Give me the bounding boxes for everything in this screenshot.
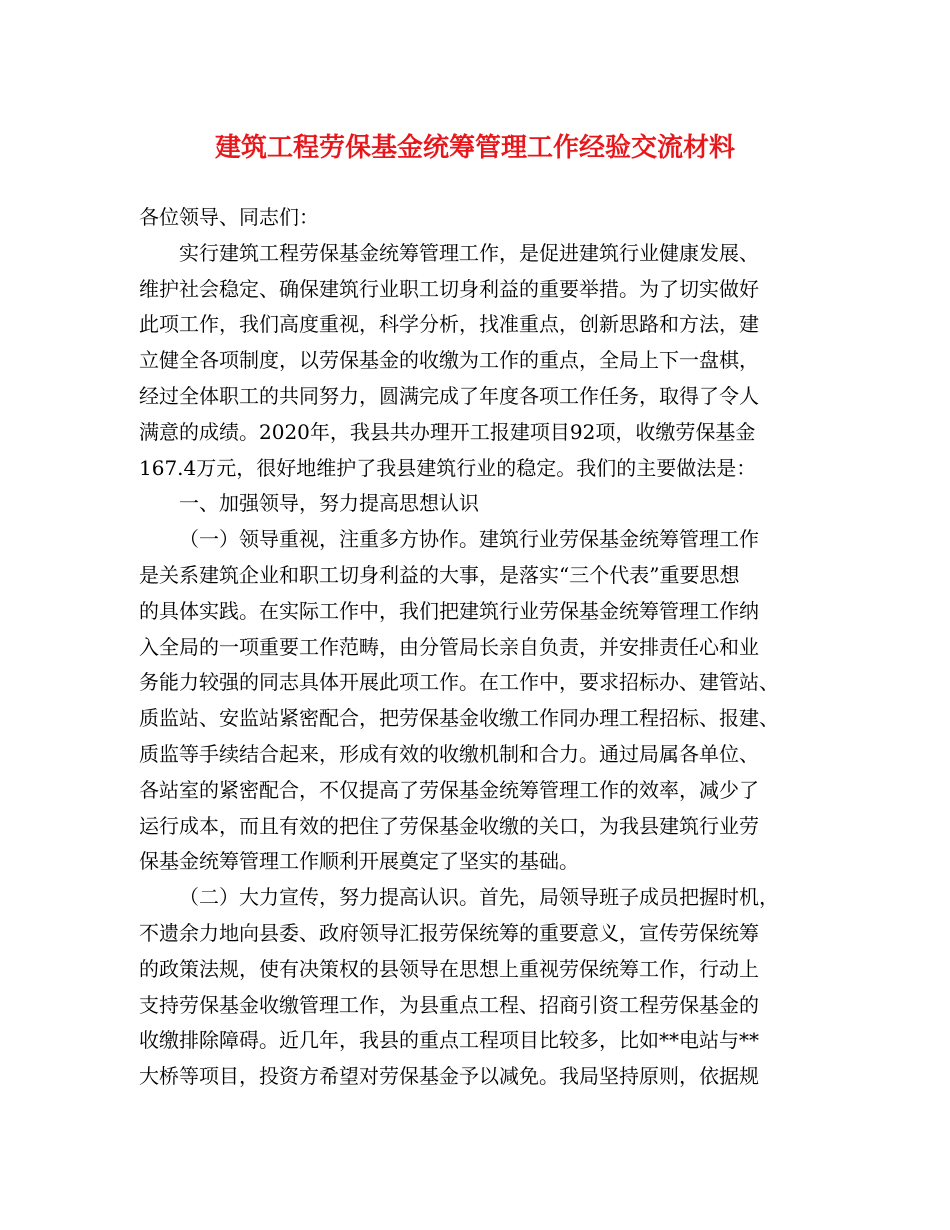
body-line: 保基金统筹管理工作顺利开展奠定了坚实的基础。 (139, 849, 579, 874)
body-line: 的具体实践。在实际工作中，我们把建筑行业劳保基金统筹管理工作纳 (139, 598, 759, 623)
body-line: 此项工作，我们高度重视，科学分析，找准重点，创新思路和方法，建 (139, 312, 759, 337)
body-line: 不遗余力地向县委、政府领导汇报劳保统筹的重要意义，宣传劳保统筹 (139, 920, 759, 945)
body-line: 支持劳保基金收缴管理工作，为县重点工程、招商引资工程劳保基金的 (139, 992, 759, 1017)
body-line: 满意的成绩。2020年，我县共办理开工报建项目92项，收缴劳保基金 (139, 419, 756, 444)
body-line: 一、加强领导，努力提高思想认识 (179, 491, 479, 516)
body-line: 质监等手续结合起来，形成有效的收缴机制和合力。通过局属各单位、 (139, 741, 759, 766)
body-line: 收缴排除障碍。近几年，我县的重点工程项目比较多，比如**电站与** (139, 1028, 759, 1053)
body-line: 大桥等项目，投资方希望对劳保基金予以减免。我局坚持原则，依据规 (139, 1064, 759, 1089)
body-line: 各位领导、同志们： (139, 205, 319, 229)
body-line: 167.4万元，很好地维护了我县建筑行业的稳定。我们的主要做法是： (139, 455, 757, 480)
body-line: 的政策法规，使有决策权的县领导在思想上重视劳保统筹工作，行动上 (139, 956, 759, 981)
body-line: 入全局的一项重要工作范畴，由分管局长亲自负责，并安排责任心和业 (139, 634, 759, 659)
body-line: （二）大力宣传，努力提高认识。首先，局领导班子成员把握时机， (179, 885, 779, 910)
body-line: 运行成本，而且有效的把住了劳保基金收缴的关口，为我县建筑行业劳 (139, 813, 759, 838)
body-line: 经过全体职工的共同努力，圆满完成了年度各项工作任务，取得了令人 (139, 383, 759, 408)
body-line: 是关系建筑企业和职工切身利益的大事，是落实“三个代表”重要思想 (139, 562, 740, 587)
body-line: 维护社会稳定、确保建筑行业职工切身利益的重要举措。为了切实做好 (139, 276, 759, 301)
body-line: （一）领导重视，注重多方协作。建筑行业劳保基金统筹管理工作 (179, 527, 759, 552)
body-line: 实行建筑工程劳保基金统筹管理工作，是促进建筑行业健康发展、 (179, 240, 759, 265)
body-line: 务能力较强的同志具体开展此项工作。在工作中，要求招标办、建管站、 (139, 670, 779, 695)
body-line: 各站室的紧密配合，不仅提高了劳保基金统筹管理工作的效率，减少了 (139, 777, 759, 802)
body-line: 质监站、安监站紧密配合，把劳保基金收缴工作同办理工程招标、报建、 (139, 706, 779, 731)
document-body (139, 200, 815, 1095)
document-title: 建筑工程劳保基金统筹管理工作经验交流材料 (214, 133, 735, 163)
body-line: 立健全各项制度，以劳保基金的收缴为工作的重点，全局上下一盘棋， (139, 348, 759, 373)
